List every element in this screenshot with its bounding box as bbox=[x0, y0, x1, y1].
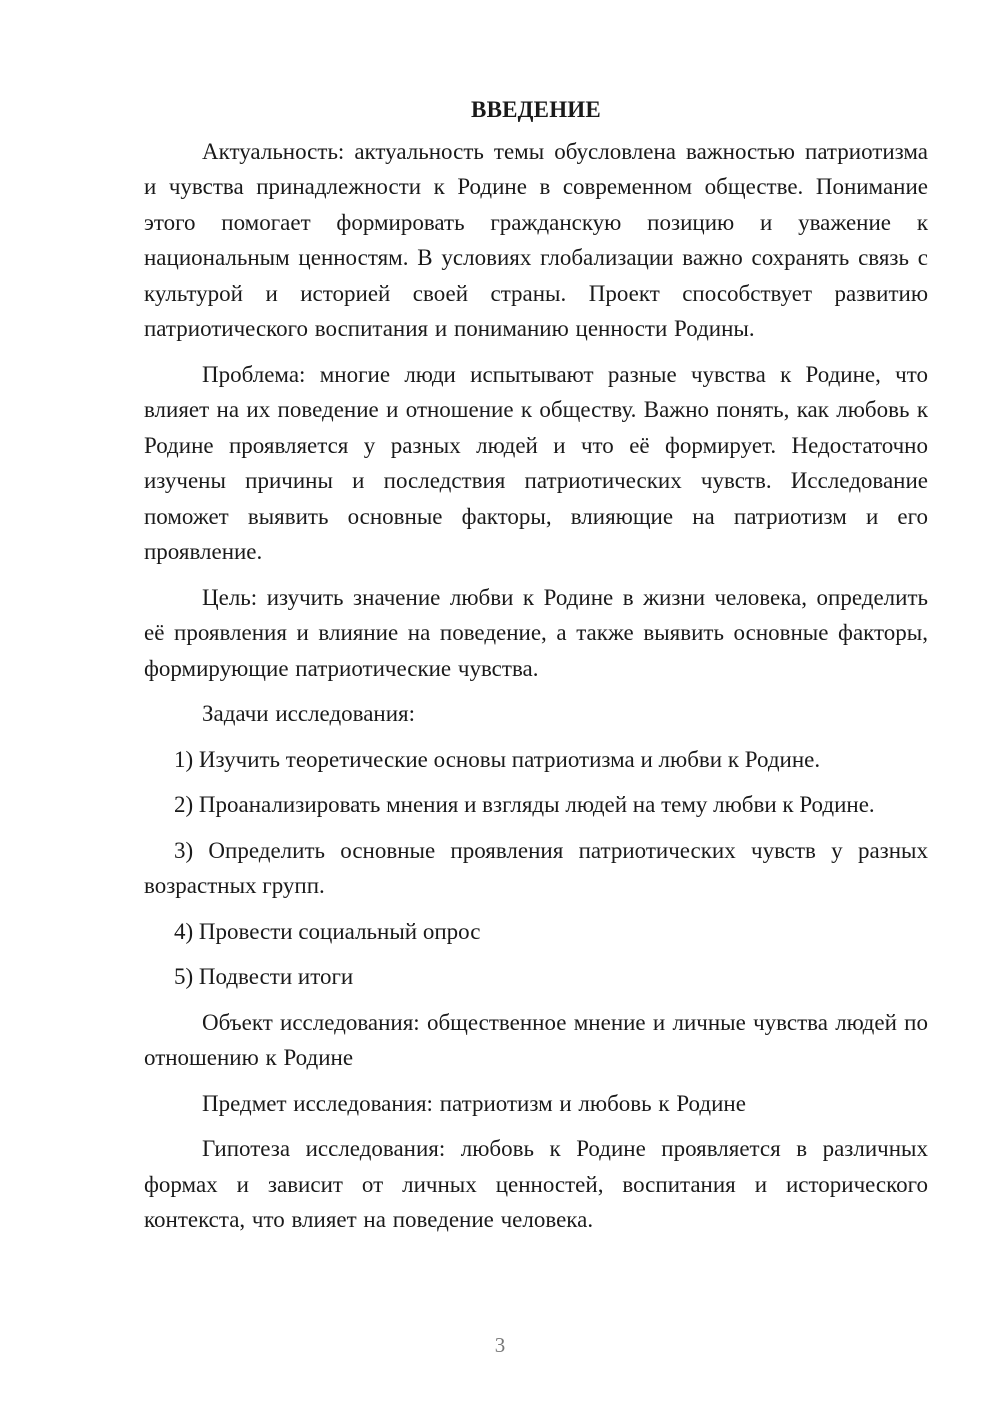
problem-paragraph: Проблема: многие люди испытывают разные чувства к Родине, что влияет на их поведение и отношение к обществу. Важно понять, как любовь к Родине проявляется у разных людей и что её формирует. Недостаточно изучены причины и последствия патриотических чувств. Исследование поможет выявить основные факторы, влияющие на патриотизм и его проявление. bbox=[144, 361, 928, 564]
goal-paragraph: Цель: изучить значение любви к Родине в жизни человека, определить её проявления и влияние на поведение, а также выявить основные факторы, формирующие патриотические чувства. bbox=[144, 584, 928, 681]
task-item-3: 3) Определить основные проявления патриотических чувств у разных возрастных групп. bbox=[144, 837, 928, 898]
tasks-title: Задачи исследования: bbox=[202, 701, 416, 726]
object-paragraph: Объект исследования: общественное мнение и личные чувства людей по отношению к Родине bbox=[144, 1009, 928, 1070]
page-content bbox=[144, 92, 928, 1248]
task-item-1: 1) Изучить теоретические основы патриотизма и любви к Родине. bbox=[174, 746, 821, 772]
hypothesis-paragraph: Гипотеза исследования: любовь к Родине проявляется в различных формах и зависит от личных ценностей, воспитания и исторического контекста, что влияет на поведение человека. bbox=[144, 1136, 928, 1232]
task-item-2: 2) Проанализировать мнения и взгляды людей на тему любви к Родине. bbox=[174, 792, 875, 817]
subject-paragraph: Предмет исследования: патриотизм и любовь к Родине bbox=[202, 1090, 746, 1116]
task-item-4: 4) Провести социальный опрос bbox=[174, 918, 481, 944]
relevance-paragraph: Актуальность: актуальность темы обусловлена важностью патриотизма и чувства принадлежности к Родине в современном обществе. Понимание этого помогает формировать гражданскую позицию и уважение к национальным ценностям. В условиях глобализации важно сохранять связь с культурой и историей своей страны. Проект способствует развитию патриотического воспитания и пониманию ценности Родины. bbox=[144, 138, 928, 341]
page-title: ВВЕДЕНИЕ bbox=[471, 97, 601, 122]
page-number: 3 bbox=[494, 1333, 506, 1357]
task-item-5: 5) Подвести итоги bbox=[174, 964, 354, 989]
